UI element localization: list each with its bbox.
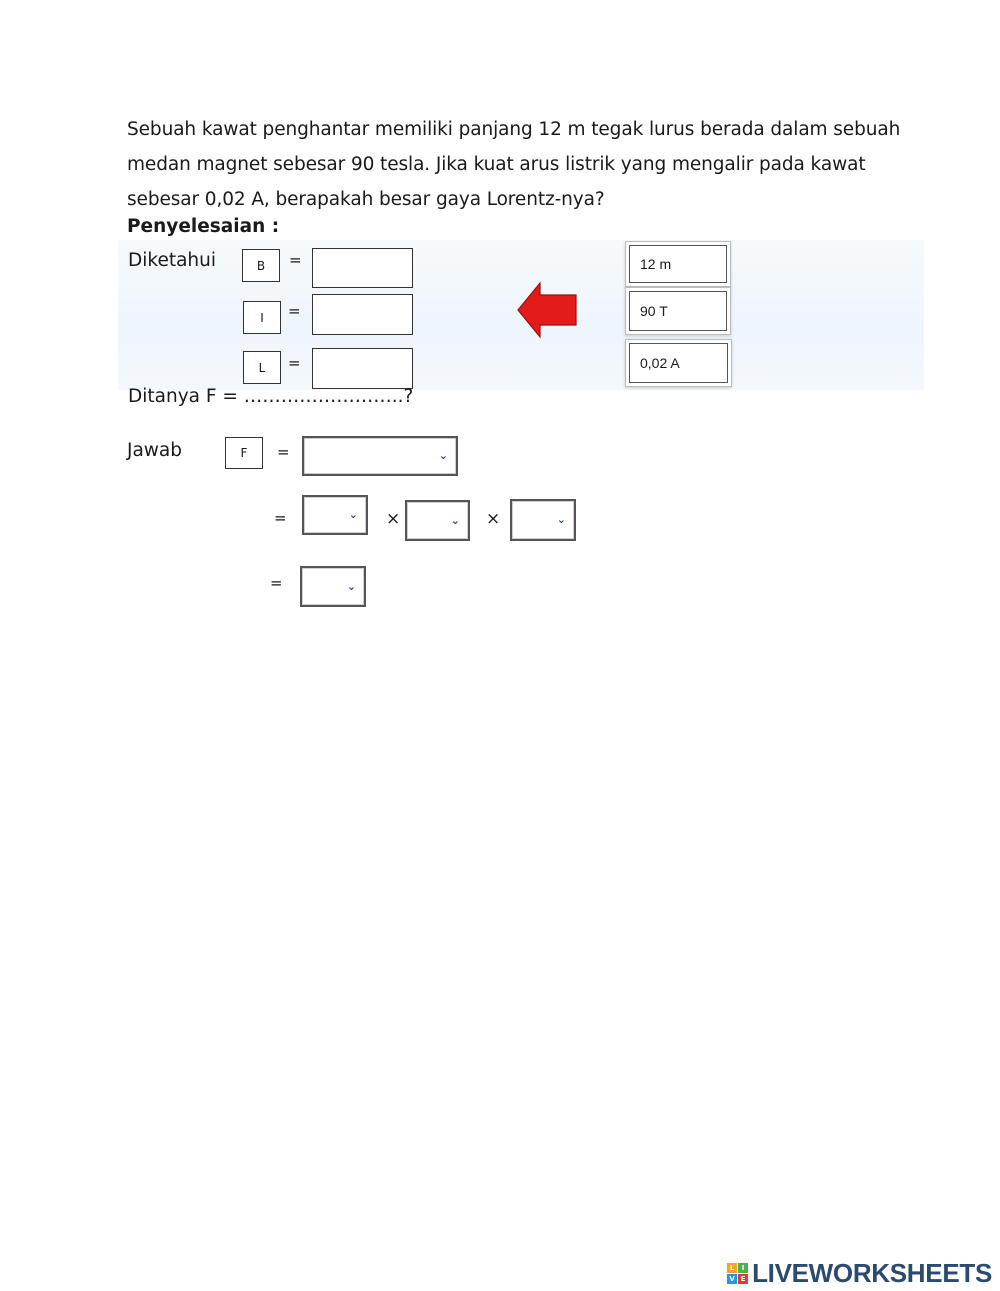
logo-text: LIVEWORKSHEETS [752,1258,992,1288]
var-i-label: I [260,310,264,325]
var-f-label: F [240,446,248,460]
var-box-l [243,351,281,384]
drag-option-current-label: 0,02 A [640,355,680,371]
asked-text: Ditanya F = ……………………..? [128,386,414,407]
var-box-f [225,437,263,469]
var-l-label: L [258,360,266,375]
question-line-2: medan magnet sebesar 90 tesla. Jika kuat arus listrik yang mengalir pada kawat [127,154,866,175]
logo-mark-icon: L I V E [727,1263,748,1284]
drag-option-field-label: 90 T [640,303,668,319]
left-arrow-icon [516,280,578,340]
result-dropdown[interactable] [300,566,366,607]
equals-sign: = [288,302,301,320]
chevron-down-icon: ⌄ [556,512,566,526]
solution-heading: Penyelesaian : [127,216,280,237]
drag-option-field[interactable] [625,287,731,335]
drop-zone-b[interactable] [312,248,413,288]
known-label: Diketahui [128,250,217,271]
equals-sign: = [289,251,302,269]
multiply-sign: × [386,509,401,529]
equals-sign: = [274,509,287,527]
liveworksheets-logo [727,1258,992,1289]
chevron-down-icon: ⌄ [348,507,358,521]
formula-dropdown[interactable] [302,436,458,476]
var-b-label: B [256,258,266,273]
question-line-3: sebesar 0,02 A, berapakah besar gaya Lorentz-nya? [127,189,605,210]
answer-label: Jawab [127,440,183,461]
drag-option-length-label: 12 m [640,256,672,272]
multiply-sign: × [486,509,501,529]
equals-sign: = [277,443,290,461]
drop-zone-i[interactable] [312,294,413,335]
drop-zone-l[interactable] [312,348,413,389]
value-dropdown-1[interactable] [302,495,368,535]
equals-sign: = [288,354,301,372]
drag-option-current[interactable] [625,339,732,387]
equals-sign: = [270,574,283,592]
chevron-down-icon: ⌄ [450,513,460,527]
var-box-i [243,301,281,334]
chevron-down-icon: ⌄ [438,448,448,462]
value-dropdown-2[interactable] [405,500,470,541]
chevron-down-icon: ⌄ [346,579,356,593]
var-box-b [242,249,280,282]
drag-option-length[interactable] [625,241,731,287]
value-dropdown-3[interactable] [510,499,576,541]
question-line-1: Sebuah kawat penghantar memiliki panjang 12 m tegak lurus berada dalam sebuah [127,119,901,140]
question-text [127,112,927,217]
